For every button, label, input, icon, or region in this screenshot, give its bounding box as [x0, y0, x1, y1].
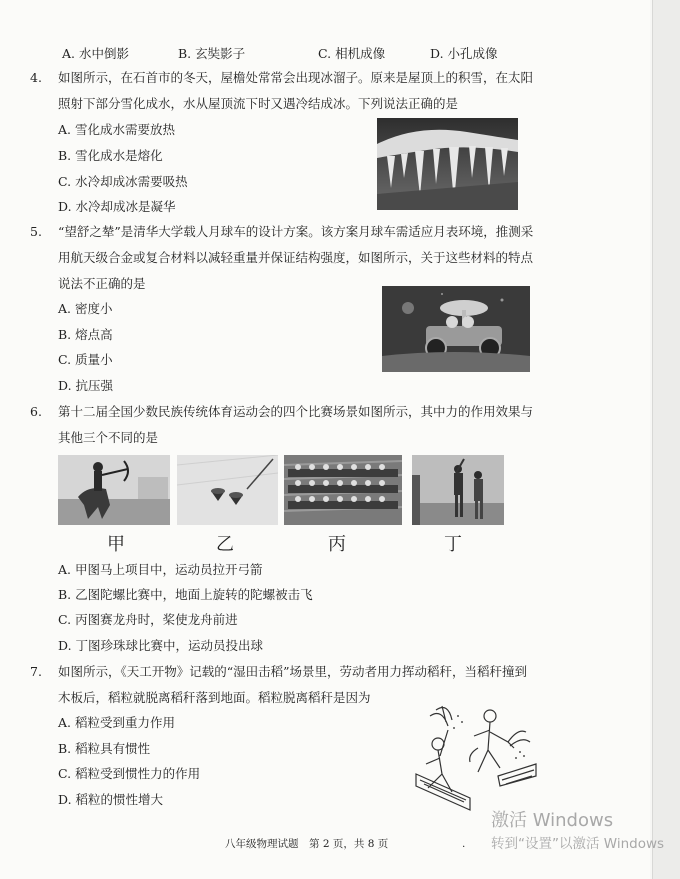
q6-line-2: 其他三个不同的是: [58, 430, 159, 445]
q6-line-1: 第十二届全国少数民族传统体育运动会的四个比赛场景如图所示，其中力的作用效果与: [58, 404, 534, 419]
q5-line-2: 用航天级合金或复合材料以减轻重量并保证结构强度，如图所示，关于这些材料的特点: [58, 250, 534, 265]
q4-option-a: A. 雪化成水需要放热: [58, 122, 175, 137]
q4-option-c: C. 水冷却成冰需要吸热: [58, 174, 188, 189]
threshing-illustration: [408, 702, 538, 817]
footer-dot: .: [462, 838, 466, 850]
icicle-photo: [377, 118, 518, 210]
q6-option-d: D. 丁图珍珠球比赛中，运动员投出球: [58, 638, 264, 653]
photo-bing-dragon-boat: [284, 455, 402, 525]
q7-number: 7.: [30, 664, 42, 679]
q7-option-d: D. 稻粒的惯性增大: [58, 792, 164, 807]
q3-option-d: D. 小孔成像: [430, 46, 498, 61]
q7-line-1: 如图所示，《天工开物》记载的“湿田击稻”场景里，劳动者用力挥动稻秆，当稻秆撞到: [58, 664, 528, 679]
q7-option-a: A. 稻粒受到重力作用: [58, 715, 175, 730]
caption-ding: 丁: [444, 534, 462, 555]
q4-line-2: 照射下部分雪化成水，水从屋顶流下时又遇冷结成冰。下列说法正确的是: [58, 96, 459, 111]
q4-number: 4.: [30, 70, 42, 85]
q5-option-a: A. 密度小: [58, 301, 113, 316]
q5-option-c: C. 质量小: [58, 352, 113, 367]
q3-option-a: A. 水中倒影: [62, 46, 129, 61]
windows-activation-hint: 转到“设置”以激活 Windows: [491, 836, 665, 852]
q6-option-a: A. 甲图马上项目中，运动员拉开弓箭: [58, 562, 263, 577]
q7-option-c: C. 稻粒受到惯性力的作用: [58, 766, 201, 781]
page-footer: 八年级物理试题 第 2 页，共 8 页: [225, 838, 389, 850]
q6-option-c: C. 丙图赛龙舟时，桨使龙舟前进: [58, 612, 238, 627]
photo-ding-pearl-ball: [412, 455, 504, 525]
q4-option-b: B. 雪化成水是熔化: [58, 148, 163, 163]
caption-yi: 乙: [216, 534, 234, 555]
photo-jia-horse-archery: [58, 455, 170, 525]
scrollbar-track[interactable]: [652, 0, 680, 879]
photo-yi-spinning-top: [177, 455, 278, 525]
q7-option-b: B. 稻粒具有惯性: [58, 741, 151, 756]
q3-option-c: C. 相机成像: [318, 46, 386, 61]
lunar-rover-photo: [382, 286, 530, 372]
q5-number: 5.: [30, 224, 42, 239]
q6-option-b: B. 乙图陀螺比赛中，地面上旋转的陀螺被击飞: [58, 587, 313, 602]
q7-line-2: 木板后，稻粒就脱离稻秆落到地面。稻粒脱离稻秆是因为: [58, 690, 371, 705]
q5-option-b: B. 熔点高: [58, 327, 113, 342]
q6-number: 6.: [30, 404, 42, 419]
q5-line-1: “望舒之辇”是清华大学载人月球车的设计方案。该方案月球车需适应月表环境，推测采: [58, 224, 534, 239]
q5-option-d: D. 抗压强: [58, 378, 114, 393]
q5-line-3: 说法不正确的是: [58, 276, 146, 291]
q4-option-d: D. 水冷却成冰是凝华: [58, 199, 176, 214]
windows-activation-title: 激活 Windows: [491, 810, 614, 831]
q4-line-1: 如图所示，在石首市的冬天，屋檐处常常会出现冰溜子。原来是屋顶上的积雪，在太阳: [58, 70, 534, 85]
caption-bing: 丙: [328, 534, 346, 555]
q3-option-b: B. 玄奘影子: [178, 46, 246, 61]
caption-jia: 甲: [107, 534, 125, 555]
